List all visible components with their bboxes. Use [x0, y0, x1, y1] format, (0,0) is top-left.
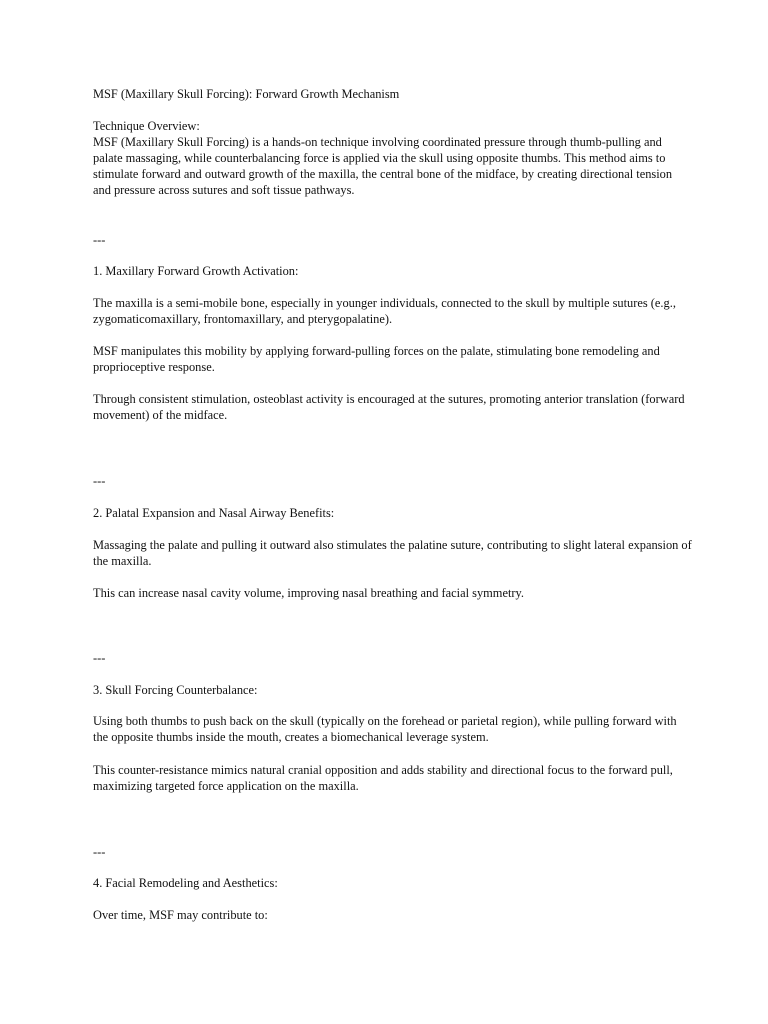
overview-body: MSF (Maxillary Skull Forcing) is a hands-on technique involving coordinated pressure through thumb-pulling and palate massaging, while counterbalancing force is applied via the skull using opposite thumbs. This method aims to stimulate forward and outward growth of the maxilla, the central bone of the midface, by creating directional tension and pressure across sutures and soft tissue pathways. — [93, 135, 676, 197]
section-separator: --- — [93, 233, 106, 247]
section-separator: --- — [93, 651, 106, 665]
section-heading: 1. Maxillary Forward Growth Activation: — [93, 264, 299, 278]
section-heading: 4. Facial Remodeling and Aesthetics: — [93, 876, 278, 890]
section-paragraph: This counter-resistance mimics natural cranial opposition and adds stability and directional focus to the forward pull, maximizing targeted force application on the maxilla. — [93, 763, 676, 793]
section-heading: 3. Skull Forcing Counterbalance: — [93, 683, 258, 697]
section-paragraph: Massaging the palate and pulling it outward also stimulates the palatine suture, contributing to slight lateral expansion of the maxilla. — [93, 538, 695, 568]
section-paragraph: This can increase nasal cavity volume, improving nasal breathing and facial symmetry. — [93, 586, 525, 600]
document-title: MSF (Maxillary Skull Forcing): Forward Growth Mechanism — [93, 87, 400, 101]
section-paragraph: Through consistent stimulation, osteoblast activity is encouraged at the sutures, promoting anterior translation (forward movement) of the midface. — [93, 392, 688, 422]
section-heading: 2. Palatal Expansion and Nasal Airway Benefits: — [93, 506, 335, 520]
section-separator: --- — [93, 845, 106, 859]
section-paragraph: The maxilla is a semi-mobile bone, especially in younger individuals, connected to the skull by multiple sutures (e.g., zygomaticomaxillary, frontomaxillary, and pterygopalatine). — [93, 296, 680, 326]
section-separator: --- — [93, 474, 106, 488]
section-paragraph: MSF manipulates this mobility by applying forward-pulling forces on the palate, stimulating bone remodeling and proprioceptive response. — [93, 344, 663, 374]
overview-label: Technique Overview: — [93, 119, 200, 133]
section-paragraph: Over time, MSF may contribute to: — [93, 908, 268, 922]
section-paragraph: Using both thumbs to push back on the skull (typically on the forehead or parietal region), while pulling forward with the opposite thumbs inside the mouth, creates a biomechanical leverage system. — [93, 714, 680, 744]
